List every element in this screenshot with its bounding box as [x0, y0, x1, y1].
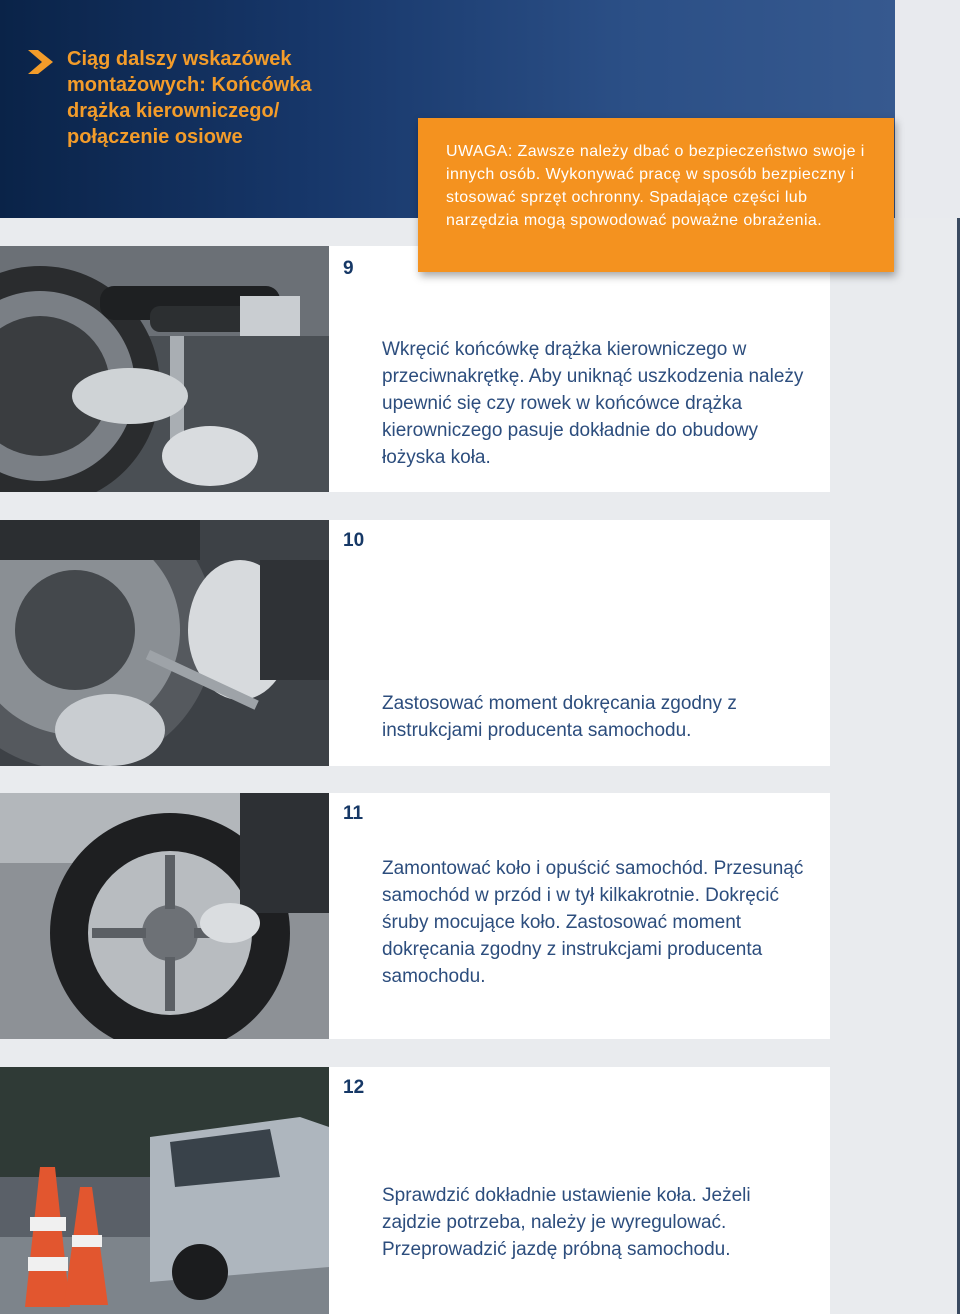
step-number: 12: [343, 1077, 365, 1098]
step-9: [0, 246, 830, 492]
step-11: [0, 793, 830, 1039]
step-12-photo: [0, 1067, 329, 1314]
step-number: 10: [343, 530, 365, 551]
step-9-card: [329, 246, 830, 492]
step-11-photo: [0, 793, 329, 1039]
warning-notice: [418, 118, 894, 272]
step-description: Sprawdzić dokładnie ustawienie koła. Jeżeli zajdzie potrzeba, należy je wyregulować. Przeprowadzić jazdę próbną samochodu.: [382, 1185, 751, 1260]
step-10-card: [329, 520, 830, 766]
step-10-photo: [0, 520, 329, 766]
step-10: [0, 520, 830, 766]
warning-text: UWAGA: Zawsze należy dbać o bezpieczeństwo swoje i innych osób. Wykonywać pracę w sposób bezpieczny i stosować sprzęt ochronny. Spadające części lub narzędzia mogą spowodować poważne obrażenia.: [446, 143, 865, 229]
page-title: Ciąg dalszy wskazówek montażowych: Końcówka drążka kierowniczego/ połączenie osiowe: [67, 48, 312, 148]
step-description: Zastosować moment dokręcania zgodny z instrukcjami producenta samochodu.: [382, 693, 737, 741]
step-number: 11: [343, 803, 364, 824]
step-12-card: [329, 1067, 830, 1314]
step-9-photo: [0, 246, 329, 492]
step-number: 9: [343, 258, 354, 279]
step-description: Wkręcić końcówkę drążka kierowniczego w przeciwnakrętkę. Aby uniknąć uszkodzenia należy upewnić się czy rowek w końcówce drążka kierowniczego pasuje dokładnie do obudowy łożyska koła.: [382, 339, 804, 468]
step-12: [0, 1067, 830, 1314]
header-margin: [895, 0, 960, 218]
chevron-right-icon: [26, 48, 56, 76]
step-11-card: [329, 793, 830, 1039]
step-description: Zamontować koło i opuścić samochód. Przesunąć samochód w przód i w tył kilkakrotnie. Dokręcić śruby mocujące koło. Zastosować moment dokręcania zgodny z instrukcjami producenta samochodu.: [382, 858, 804, 987]
